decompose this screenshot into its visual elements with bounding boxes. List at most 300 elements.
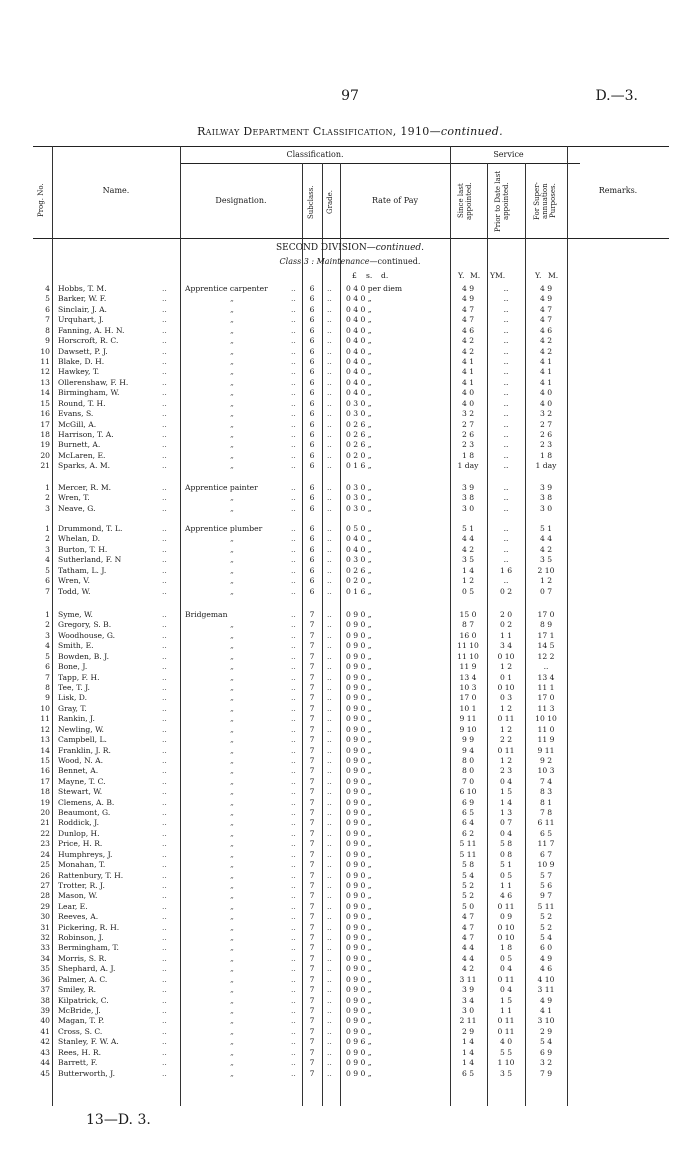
prior-cell: 1 5 — [499, 787, 513, 797]
leader-dots: .. — [162, 724, 167, 734]
designation-cell: „ — [230, 544, 234, 554]
superannuation-cell: 4 0 — [539, 388, 553, 398]
leader-dots: .. — [291, 620, 296, 630]
leader-dots: .. — [162, 565, 167, 575]
leader-dots: .. — [327, 610, 332, 619]
rate-cell: 0 3 0 „ — [346, 493, 372, 503]
leader-dots: .. — [291, 1006, 296, 1015]
prior-cell: .. — [503, 377, 509, 387]
name-cell: Harrison, T. A. — [58, 429, 114, 439]
rate-cell: 0 9 0 „ — [346, 995, 372, 1005]
subclass-cell: 6 — [309, 304, 315, 314]
rate-cell: 0 4 0 „ — [346, 356, 372, 366]
table-row — [0, 366, 700, 377]
designation-cell: „ — [230, 377, 234, 387]
leader-dots: .. — [327, 682, 332, 692]
name-cell: Pickering, R. H. — [58, 922, 120, 932]
table-row — [0, 922, 700, 933]
designation-cell: „ — [230, 367, 234, 377]
leader-dots: .. — [291, 860, 296, 870]
page-title-continued: —continued. — [429, 125, 503, 138]
leader-dots: .. — [291, 901, 296, 911]
rate-cell: 0 9 0 „ — [346, 776, 372, 786]
designation-cell: „ — [230, 1058, 234, 1068]
since-last-cell: 9 11 — [459, 714, 477, 724]
name-cell: Sutherland, F. N — [58, 555, 122, 565]
designation-cell: Apprentice painter — [185, 483, 258, 492]
superannuation-cell: 4 0 — [539, 398, 553, 408]
prog-no-cell: 27 — [40, 880, 50, 890]
leader-dots: .. — [162, 461, 167, 471]
superannuation-cell: 5 4 — [539, 933, 553, 942]
since-last-cell: 10 3 — [459, 682, 477, 692]
header-classification: Classification. — [286, 150, 344, 159]
designation-cell: „ — [230, 503, 234, 513]
leader-dots: .. — [291, 429, 296, 439]
subclass-cell: 7 — [309, 1006, 315, 1015]
table-row — [0, 482, 700, 493]
leader-dots: .. — [162, 755, 167, 765]
table-row — [0, 619, 700, 630]
prior-cell: 1 1 — [499, 880, 513, 890]
prior-cell: 0 10 — [497, 651, 515, 661]
prog-no-cell: 2 — [45, 534, 50, 544]
rate-cell: 0 9 0 „ — [346, 672, 372, 682]
division-continued: —continued. — [366, 243, 425, 253]
since-last-cell: 8 0 — [461, 766, 475, 776]
superannuation-cell: 4 1 — [539, 377, 553, 387]
superannuation-cell: 11 7 — [537, 839, 555, 849]
prog-no-cell: 24 — [40, 849, 50, 859]
subclass-cell: 6 — [309, 429, 315, 439]
table-row — [0, 995, 700, 1006]
designation-cell: „ — [230, 703, 234, 713]
leader-dots: .. — [291, 703, 296, 713]
designation-cell: „ — [230, 870, 234, 880]
subclass-cell: 7 — [309, 620, 315, 630]
designation-cell: „ — [230, 409, 234, 418]
leader-dots: .. — [162, 901, 167, 911]
leader-dots: .. — [327, 839, 332, 849]
since-last-cell: 4 9 — [461, 284, 475, 293]
rate-cell: 0 9 0 „ — [346, 766, 372, 776]
superannuation-cell: 7 4 — [539, 776, 553, 786]
superannuation-cell: 0 7 — [539, 586, 553, 596]
leader-dots: .. — [327, 1068, 332, 1078]
subclass-cell: 6 — [309, 544, 315, 554]
leader-dots: .. — [162, 388, 167, 398]
leader-dots: .. — [291, 693, 296, 703]
prog-no-cell: 7 — [45, 315, 50, 325]
since-last-cell: 8 7 — [461, 620, 475, 630]
rate-cell: 0 2 6 „ — [346, 419, 372, 429]
leader-dots: .. — [291, 409, 296, 418]
subclass-cell: 6 — [309, 440, 315, 450]
since-last-cell: 3 5 — [461, 555, 475, 565]
prog-no-cell: 14 — [40, 745, 50, 755]
table-top-rule — [33, 146, 669, 147]
header-since-last: Since last appointed. — [457, 182, 473, 220]
superannuation-cell: 2 9 — [539, 1026, 553, 1036]
subclass-cell: 7 — [309, 714, 315, 724]
leader-dots: .. — [291, 682, 296, 692]
leader-dots: .. — [162, 576, 167, 586]
prior-cell: .. — [503, 544, 509, 554]
rate-cell: 0 9 0 „ — [346, 964, 372, 974]
prior-cell: 1 1 — [499, 1006, 513, 1015]
leader-dots: .. — [291, 544, 296, 554]
subclass-cell: 6 — [309, 461, 315, 471]
subclass-cell: 7 — [309, 922, 315, 932]
designation-cell: „ — [230, 356, 234, 366]
superannuation-cell: 4 7 — [539, 304, 553, 314]
leader-dots: .. — [291, 974, 296, 984]
rate-cell: 0 3 0 „ — [346, 483, 372, 492]
prior-cell: .. — [503, 419, 509, 429]
leader-dots: .. — [162, 974, 167, 984]
prog-no-cell: 17 — [40, 776, 50, 786]
designation-cell: „ — [230, 964, 234, 974]
prog-no-cell: 5 — [45, 294, 50, 304]
prior-cell: 4 6 — [499, 891, 513, 901]
prior-cell: 5 1 — [499, 860, 513, 870]
since-last-cell: 2 7 — [461, 419, 475, 429]
prior-cell: .. — [503, 367, 509, 377]
superannuation-cell: 3 0 — [539, 503, 553, 513]
table-row — [0, 724, 700, 735]
subclass-cell: 6 — [309, 534, 315, 544]
table-header-bottom-rule — [33, 238, 669, 239]
since-last-cell: 3 4 — [461, 995, 475, 1005]
designation-cell: „ — [230, 901, 234, 911]
leader-dots: .. — [291, 828, 296, 838]
table-row — [0, 387, 700, 398]
leader-dots: .. — [162, 1026, 167, 1036]
rate-cell: 0 4 0 „ — [346, 534, 372, 544]
table-row — [0, 419, 700, 430]
leader-dots: .. — [327, 493, 332, 503]
rate-cell: 0 9 0 „ — [346, 870, 372, 880]
rate-cell: 0 3 0 „ — [346, 503, 372, 513]
table-row — [0, 859, 700, 870]
prior-cell: 0 2 — [499, 620, 513, 630]
table-row — [0, 1036, 700, 1047]
leader-dots: .. — [291, 419, 296, 429]
leader-dots: .. — [327, 1047, 332, 1057]
name-cell: Stewart, W. — [58, 787, 103, 797]
superannuation-cell: 5 1 — [539, 524, 553, 533]
prior-cell: 2 0 — [499, 610, 513, 619]
since-last-cell: 1 4 — [461, 565, 475, 575]
rate-cell: 0 9 0 „ — [346, 849, 372, 859]
leader-dots: .. — [327, 1058, 332, 1068]
leader-dots: .. — [327, 985, 332, 995]
name-cell: Gregory, S. B. — [58, 620, 112, 630]
leader-dots: .. — [291, 304, 296, 314]
prior-cell: 1 2 — [499, 703, 513, 713]
leader-dots: .. — [327, 325, 332, 335]
prog-no-cell: 2 — [45, 493, 50, 503]
leader-dots: .. — [162, 620, 167, 630]
subclass-cell: 6 — [309, 586, 315, 596]
leader-dots: .. — [162, 586, 167, 596]
superannuation-cell: 1 day — [535, 461, 557, 471]
prior-cell: 0 1 — [499, 672, 513, 682]
prog-no-cell: 28 — [40, 891, 50, 901]
designation-cell: „ — [230, 398, 234, 408]
rate-cell: 0 9 0 „ — [346, 860, 372, 870]
since-last-cell: 4 1 — [461, 367, 475, 377]
designation-cell: „ — [230, 1037, 234, 1047]
prior-cell: .. — [503, 503, 509, 513]
name-cell: Bennet, A. — [58, 766, 99, 776]
subclass-cell: 6 — [309, 576, 315, 586]
subclass-cell: 6 — [309, 483, 315, 492]
since-last-cell: 4 1 — [461, 377, 475, 387]
subclass-cell: 7 — [309, 839, 315, 849]
leader-dots: .. — [162, 964, 167, 974]
name-cell: McBride, J. — [58, 1006, 101, 1015]
leader-dots: .. — [327, 1016, 332, 1026]
designation-cell: „ — [230, 849, 234, 859]
rate-cell: 0 9 0 „ — [346, 933, 372, 942]
prog-no-cell: 31 — [40, 922, 50, 932]
unit-years-1: Y. — [458, 271, 465, 280]
leader-dots: .. — [162, 630, 167, 640]
leader-dots: .. — [327, 586, 332, 596]
table-row — [0, 503, 700, 514]
leader-dots: .. — [162, 818, 167, 828]
table-row — [0, 429, 700, 440]
name-cell: Round, T. H. — [58, 398, 106, 408]
leader-dots: .. — [327, 953, 332, 963]
designation-cell: „ — [230, 724, 234, 734]
header-rate: Rate of Pay — [371, 196, 419, 205]
name-cell: Monahan, T. — [58, 860, 106, 870]
rate-cell: 0 9 0 „ — [346, 880, 372, 890]
prog-no-cell: 3 — [45, 503, 50, 513]
name-cell: Sparks, A. M. — [58, 461, 111, 471]
subclass-cell: 7 — [309, 1026, 315, 1036]
since-last-cell: 16 0 — [459, 630, 477, 640]
subclass-cell: 6 — [309, 450, 315, 460]
designation-cell: „ — [230, 440, 234, 450]
table-row — [0, 838, 700, 849]
superannuation-cell: 4 9 — [539, 284, 553, 293]
subclass-cell: 7 — [309, 933, 315, 942]
leader-dots: .. — [327, 377, 332, 387]
leader-dots: .. — [327, 440, 332, 450]
prog-no-cell: 40 — [40, 1016, 50, 1026]
name-cell: Rees, H. R. — [58, 1047, 102, 1057]
designation-cell: „ — [230, 461, 234, 471]
leader-dots: .. — [327, 933, 332, 942]
leader-dots: .. — [162, 419, 167, 429]
subclass-cell: 7 — [309, 787, 315, 797]
table-row — [0, 776, 700, 787]
leader-dots: .. — [291, 714, 296, 724]
since-last-cell: 5 8 — [461, 860, 475, 870]
header-designation: Designation. — [215, 196, 267, 205]
prior-cell: 0 11 — [497, 1026, 515, 1036]
leader-dots: .. — [162, 346, 167, 356]
rate-cell: 0 9 0 „ — [346, 641, 372, 651]
name-cell: Mercer, R. M. — [58, 483, 112, 492]
prog-no-cell: 5 — [45, 565, 50, 575]
superannuation-cell: 2 7 — [539, 419, 553, 429]
name-cell: Trotter, R. J. — [58, 880, 105, 890]
leader-dots: .. — [162, 483, 167, 492]
prior-cell: .. — [503, 440, 509, 450]
leader-dots: .. — [162, 325, 167, 335]
table-row — [0, 492, 700, 503]
rate-cell: 0 9 0 „ — [346, 839, 372, 849]
leader-dots: .. — [327, 304, 332, 314]
superannuation-cell: 5 6 — [539, 880, 553, 890]
prog-no-cell: 9 — [45, 693, 50, 703]
leader-dots: .. — [327, 797, 332, 807]
table-row — [0, 586, 700, 597]
leader-dots: .. — [327, 461, 332, 471]
designation-cell: „ — [230, 641, 234, 651]
leader-dots: .. — [291, 724, 296, 734]
leader-dots: .. — [162, 398, 167, 408]
rate-cell: 0 9 0 „ — [346, 1006, 372, 1015]
prog-no-cell: 9 — [45, 336, 50, 346]
table-row — [0, 356, 700, 367]
designation-cell: „ — [230, 419, 234, 429]
superannuation-cell: 9 7 — [539, 891, 553, 901]
subclass-cell: 7 — [309, 891, 315, 901]
subclass-cell: 7 — [309, 703, 315, 713]
leader-dots: .. — [162, 735, 167, 744]
leader-dots: .. — [291, 641, 296, 651]
table-row — [0, 672, 700, 683]
prog-no-cell: 36 — [40, 974, 50, 984]
leader-dots: .. — [162, 682, 167, 692]
subclass-cell: 7 — [309, 693, 315, 703]
subclass-cell: 6 — [309, 294, 315, 304]
prior-cell: .. — [503, 284, 509, 293]
leader-dots: .. — [291, 367, 296, 377]
unit-pence: d. — [381, 271, 389, 280]
unit-pounds: £ — [352, 271, 357, 280]
table-row — [0, 314, 700, 325]
since-last-cell: 8 0 — [461, 755, 475, 765]
rate-cell: 0 2 0 „ — [346, 576, 372, 586]
name-cell: Reeves, A. — [58, 912, 99, 922]
prior-cell: .. — [503, 294, 509, 304]
prior-cell: 0 11 — [497, 1016, 515, 1026]
subclass-cell: 7 — [309, 797, 315, 807]
prog-no-cell: 11 — [40, 714, 50, 724]
name-cell: Robinson, J. — [58, 933, 104, 942]
table-row — [0, 953, 700, 964]
prior-cell: 3 4 — [499, 641, 513, 651]
name-cell: McGill, A. — [58, 419, 97, 429]
since-last-cell: 4 0 — [461, 388, 475, 398]
leader-dots: .. — [162, 849, 167, 859]
prior-cell: 1 1 — [499, 630, 513, 640]
designation-cell: „ — [230, 672, 234, 682]
rate-cell: 0 2 6 „ — [346, 565, 372, 575]
since-last-cell: 1 4 — [461, 1047, 475, 1057]
designation-cell: „ — [230, 828, 234, 838]
name-cell: Lisk, D. — [58, 693, 88, 703]
leader-dots: .. — [291, 870, 296, 880]
leader-dots: .. — [327, 503, 332, 513]
rate-cell: 0 4 0 „ — [346, 544, 372, 554]
name-cell: Lear, E. — [58, 901, 88, 911]
prior-cell: .. — [503, 555, 509, 565]
prog-no-cell: 35 — [40, 964, 50, 974]
leader-dots: .. — [327, 808, 332, 817]
prior-cell: .. — [503, 304, 509, 314]
subclass-cell: 7 — [309, 735, 315, 744]
rate-cell: 0 9 0 „ — [346, 682, 372, 692]
prog-no-cell: 38 — [40, 995, 50, 1005]
leader-dots: .. — [291, 493, 296, 503]
table-row — [0, 575, 700, 586]
rate-cell: 0 9 0 „ — [346, 922, 372, 932]
prog-no-cell: 44 — [40, 1058, 50, 1068]
subclass-cell: 7 — [309, 860, 315, 870]
leader-dots: .. — [162, 304, 167, 314]
name-cell: Roddick, J. — [58, 818, 99, 828]
name-cell: Dawsett, P. J. — [58, 346, 108, 356]
name-cell: Barker, W. F. — [58, 294, 107, 304]
leader-dots: .. — [327, 630, 332, 640]
name-cell: Butterworth, J. — [58, 1068, 116, 1078]
prog-no-cell: 21 — [40, 818, 50, 828]
since-last-cell: 1 day — [457, 461, 479, 471]
since-last-cell: 5 2 — [461, 880, 475, 890]
prog-no-cell: 18 — [40, 429, 50, 439]
designation-cell: „ — [230, 315, 234, 325]
subclass-cell: 7 — [309, 755, 315, 765]
designation-cell: „ — [230, 620, 234, 630]
superannuation-cell: 3 2 — [539, 409, 553, 418]
prog-no-cell: 11 — [40, 356, 50, 366]
designation-cell: „ — [230, 880, 234, 890]
subclass-cell: 6 — [309, 356, 315, 366]
superannuation-cell: 4 7 — [539, 315, 553, 325]
leader-dots: .. — [162, 315, 167, 325]
superannuation-cell: 4 2 — [539, 336, 553, 346]
designation-cell: „ — [230, 839, 234, 849]
leader-dots: .. — [162, 1016, 167, 1026]
prog-no-cell: 34 — [40, 953, 50, 963]
designation-cell: „ — [230, 294, 234, 304]
rate-cell: 0 9 0 „ — [346, 901, 372, 911]
leader-dots: .. — [162, 284, 167, 293]
table-row — [0, 325, 700, 336]
prog-no-cell: 26 — [40, 870, 50, 880]
leader-dots: .. — [162, 828, 167, 838]
leader-dots: .. — [327, 419, 332, 429]
prior-cell: 0 8 — [499, 849, 513, 859]
prog-no-cell: 15 — [40, 755, 50, 765]
subclass-cell: 6 — [309, 409, 315, 418]
prior-cell: .. — [503, 483, 509, 492]
prog-no-cell: 4 — [45, 284, 50, 293]
designation-cell: „ — [230, 493, 234, 503]
prior-cell: 0 11 — [497, 745, 515, 755]
name-cell: Birmingham, W. — [58, 388, 120, 398]
since-last-cell: 9 9 — [461, 735, 475, 744]
name-cell: Burton, T. H. — [58, 544, 108, 554]
superannuation-cell: 7 9 — [539, 1068, 553, 1078]
